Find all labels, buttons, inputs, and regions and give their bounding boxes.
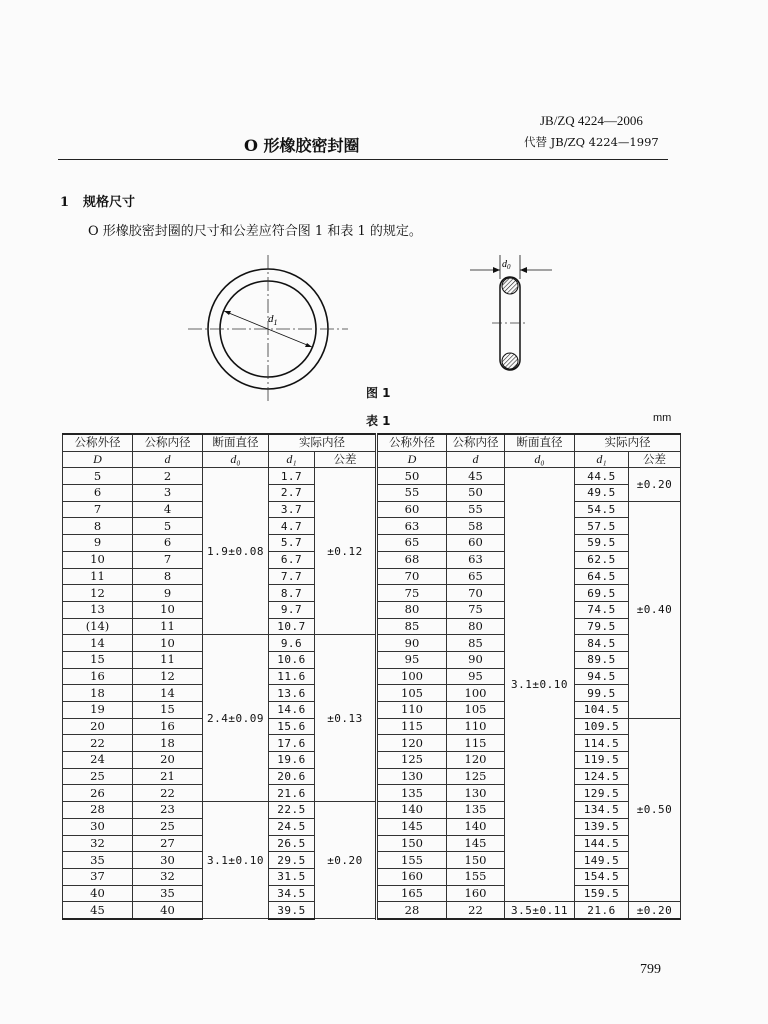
cell-actual-inner: 29.5 bbox=[269, 852, 315, 869]
cell-actual-inner-r: 64.5 bbox=[575, 568, 629, 585]
label-d1: $d_1$ bbox=[268, 313, 278, 327]
header-rule bbox=[58, 159, 668, 160]
cell-actual-inner-r: 21.6 bbox=[575, 902, 629, 919]
table-unit: mm bbox=[653, 412, 672, 424]
cell-tolerance-r: ±0.20 bbox=[629, 468, 681, 501]
cell-actual-inner: 31.5 bbox=[269, 868, 315, 885]
cell-outer-diameter: 28 bbox=[63, 802, 133, 819]
cell-inner-diameter-r: 120 bbox=[447, 752, 505, 769]
cell-inner-diameter: 21 bbox=[133, 768, 203, 785]
cell-inner-diameter: 10 bbox=[133, 635, 203, 652]
sym-D: D bbox=[63, 451, 133, 468]
cell-tolerance: ±0.12 bbox=[315, 468, 377, 635]
cell-inner-diameter-r: 65 bbox=[447, 568, 505, 585]
section-heading bbox=[60, 191, 149, 210]
cell-actual-inner-r: 62.5 bbox=[575, 551, 629, 568]
label-d0: $d_0$ bbox=[502, 259, 511, 271]
cell-section-diameter-r: 3.5±0.11 bbox=[505, 902, 575, 919]
cell-actual-inner-r: 124.5 bbox=[575, 768, 629, 785]
cell-actual-inner: 17.6 bbox=[269, 735, 315, 752]
cell-tolerance: ±0.13 bbox=[315, 635, 377, 802]
table-row bbox=[63, 802, 681, 819]
sym-d: d bbox=[133, 451, 203, 468]
sym-d-r: d bbox=[447, 451, 505, 468]
cell-inner-diameter-r: 145 bbox=[447, 835, 505, 852]
cell-outer-diameter-r: 68 bbox=[377, 551, 447, 568]
cell-inner-diameter: 15 bbox=[133, 702, 203, 719]
cell-actual-inner-r: 69.5 bbox=[575, 585, 629, 602]
cell-inner-diameter: 12 bbox=[133, 668, 203, 685]
cell-outer-diameter: 9 bbox=[63, 535, 133, 552]
cell-actual-inner: 20.6 bbox=[269, 768, 315, 785]
cell-actual-inner: 9.6 bbox=[269, 635, 315, 652]
cell-inner-diameter-r: 58 bbox=[447, 518, 505, 535]
cell-actual-inner: 1.7 bbox=[269, 468, 315, 485]
cell-inner-diameter: 30 bbox=[133, 852, 203, 869]
cell-outer-diameter: 18 bbox=[63, 685, 133, 702]
cell-actual-inner: 3.7 bbox=[269, 501, 315, 518]
cell-inner-diameter: 16 bbox=[133, 718, 203, 735]
cell-outer-diameter-r: 50 bbox=[377, 468, 447, 485]
cell-outer-diameter: 32 bbox=[63, 835, 133, 852]
cell-outer-diameter-r: 105 bbox=[377, 685, 447, 702]
cell-outer-diameter-r: 75 bbox=[377, 585, 447, 602]
col-tolerance: 公差 bbox=[315, 451, 377, 468]
ring-side-view bbox=[470, 255, 552, 370]
cell-tolerance-r: ±0.50 bbox=[629, 718, 681, 902]
cell-inner-diameter: 40 bbox=[133, 902, 203, 919]
cell-outer-diameter-r: 155 bbox=[377, 852, 447, 869]
cell-inner-diameter: 10 bbox=[133, 601, 203, 618]
cell-actual-inner: 11.6 bbox=[269, 668, 315, 685]
cell-outer-diameter-r: 165 bbox=[377, 885, 447, 902]
cell-inner-diameter-r: 130 bbox=[447, 785, 505, 802]
cell-outer-diameter-r: 85 bbox=[377, 618, 447, 635]
cell-inner-diameter: 32 bbox=[133, 868, 203, 885]
cell-actual-inner-r: 89.5 bbox=[575, 651, 629, 668]
cell-actual-inner: 4.7 bbox=[269, 518, 315, 535]
cell-outer-diameter: 15 bbox=[63, 651, 133, 668]
cell-outer-diameter: 30 bbox=[63, 818, 133, 835]
cell-inner-diameter-r: 105 bbox=[447, 702, 505, 719]
cell-inner-diameter-r: 50 bbox=[447, 485, 505, 502]
cell-inner-diameter: 27 bbox=[133, 835, 203, 852]
figure-caption: 图 1 bbox=[366, 386, 391, 400]
table-caption: 表 1 bbox=[366, 414, 391, 428]
cell-inner-diameter-r: 115 bbox=[447, 735, 505, 752]
cell-outer-diameter: 7 bbox=[63, 501, 133, 518]
cell-actual-inner-r: 54.5 bbox=[575, 501, 629, 518]
col-outer-diameter-r: 公称外径 bbox=[377, 434, 447, 451]
cell-inner-diameter-r: 155 bbox=[447, 868, 505, 885]
cell-tolerance-r: ±0.20 bbox=[629, 902, 681, 919]
cell-actual-inner: 26.5 bbox=[269, 835, 315, 852]
cell-actual-inner-r: 104.5 bbox=[575, 702, 629, 719]
section-title: 规格尺寸 bbox=[83, 195, 136, 210]
cell-outer-diameter-r: 110 bbox=[377, 702, 447, 719]
cell-inner-diameter: 4 bbox=[133, 501, 203, 518]
cell-outer-diameter-r: 150 bbox=[377, 835, 447, 852]
cell-actual-inner-r: 144.5 bbox=[575, 835, 629, 852]
cell-inner-diameter: 3 bbox=[133, 485, 203, 502]
cell-outer-diameter: 24 bbox=[63, 752, 133, 769]
cell-section-diameter: 1.9±0.08 bbox=[203, 468, 269, 635]
cell-outer-diameter-r: 28 bbox=[377, 902, 447, 919]
cell-inner-diameter-r: 140 bbox=[447, 818, 505, 835]
sym-d0: d₀ bbox=[203, 451, 269, 468]
cell-actual-inner-r: 74.5 bbox=[575, 601, 629, 618]
cell-outer-diameter: 35 bbox=[63, 852, 133, 869]
cell-actual-inner-r: 139.5 bbox=[575, 818, 629, 835]
cell-section-diameter: 3.1±0.10 bbox=[203, 802, 269, 919]
ring-front-view bbox=[188, 255, 348, 403]
cell-outer-diameter-r: 145 bbox=[377, 818, 447, 835]
cell-outer-diameter: 8 bbox=[63, 518, 133, 535]
col-tolerance-r: 公差 bbox=[629, 451, 681, 468]
cell-actual-inner-r: 57.5 bbox=[575, 518, 629, 535]
cell-outer-diameter: 10 bbox=[63, 551, 133, 568]
cell-outer-diameter-r: 140 bbox=[377, 802, 447, 819]
cell-inner-diameter-r: 22 bbox=[447, 902, 505, 919]
col-inner-diameter-r: 公称内径 bbox=[447, 434, 505, 451]
cell-actual-inner: 14.6 bbox=[269, 702, 315, 719]
cell-actual-inner: 10.7 bbox=[269, 618, 315, 635]
cell-actual-inner: 34.5 bbox=[269, 885, 315, 902]
cell-inner-diameter: 9 bbox=[133, 585, 203, 602]
cell-inner-diameter: 6 bbox=[133, 535, 203, 552]
cell-actual-inner: 6.7 bbox=[269, 551, 315, 568]
section-number: 1 bbox=[60, 195, 70, 210]
cell-outer-diameter-r: 63 bbox=[377, 518, 447, 535]
cell-tolerance: ±0.20 bbox=[315, 802, 377, 919]
standard-number: JB/ZQ 4224—2006 bbox=[540, 113, 643, 128]
col-section-diameter-r: 断面直径 bbox=[505, 434, 575, 451]
cell-inner-diameter: 18 bbox=[133, 735, 203, 752]
cell-inner-diameter: 11 bbox=[133, 618, 203, 635]
cell-actual-inner: 2.7 bbox=[269, 485, 315, 502]
size-table bbox=[62, 433, 681, 920]
sym-d1-r: d₁ bbox=[575, 451, 629, 468]
cell-outer-diameter: 37 bbox=[63, 868, 133, 885]
cell-inner-diameter-r: 135 bbox=[447, 802, 505, 819]
cell-outer-diameter-r: 60 bbox=[377, 501, 447, 518]
replaces-standard: 代替 JB/ZQ 4224—1997 bbox=[524, 135, 659, 149]
cell-inner-diameter: 23 bbox=[133, 802, 203, 819]
cell-actual-inner: 13.6 bbox=[269, 685, 315, 702]
cell-outer-diameter: 40 bbox=[63, 885, 133, 902]
cell-actual-inner-r: 149.5 bbox=[575, 852, 629, 869]
cell-outer-diameter-r: 120 bbox=[377, 735, 447, 752]
cell-outer-diameter: 16 bbox=[63, 668, 133, 685]
cell-actual-inner-r: 84.5 bbox=[575, 635, 629, 652]
cell-inner-diameter: 5 bbox=[133, 518, 203, 535]
table-body bbox=[63, 468, 681, 919]
cell-actual-inner: 22.5 bbox=[269, 802, 315, 819]
cell-outer-diameter-r: 90 bbox=[377, 635, 447, 652]
cell-inner-diameter-r: 150 bbox=[447, 852, 505, 869]
cell-actual-inner: 8.7 bbox=[269, 585, 315, 602]
cell-inner-diameter: 2 bbox=[133, 468, 203, 485]
cell-actual-inner-r: 94.5 bbox=[575, 668, 629, 685]
cell-outer-diameter-r: 125 bbox=[377, 752, 447, 769]
cell-outer-diameter: 11 bbox=[63, 568, 133, 585]
cell-inner-diameter-r: 90 bbox=[447, 651, 505, 668]
cell-inner-diameter-r: 63 bbox=[447, 551, 505, 568]
cell-inner-diameter-r: 160 bbox=[447, 885, 505, 902]
cell-outer-diameter: 14 bbox=[63, 635, 133, 652]
cell-outer-diameter: 26 bbox=[63, 785, 133, 802]
intro-paragraph: O 形橡胶密封圈的尺寸和公差应符合图 1 和表 1 的规定。 bbox=[88, 224, 422, 239]
table-row bbox=[63, 635, 681, 652]
col-inner-diameter: 公称内径 bbox=[133, 434, 203, 451]
sym-d1: d₁ bbox=[269, 451, 315, 468]
cell-outer-diameter: 20 bbox=[63, 718, 133, 735]
cell-outer-diameter: 45 bbox=[63, 902, 133, 919]
cell-inner-diameter: 14 bbox=[133, 685, 203, 702]
col-actual-inner-r: 实际内径 bbox=[575, 434, 681, 451]
cell-actual-inner: 19.6 bbox=[269, 752, 315, 769]
col-section-diameter: 断面直径 bbox=[203, 434, 269, 451]
o-ring-figure bbox=[180, 255, 570, 405]
cell-inner-diameter-r: 75 bbox=[447, 601, 505, 618]
cell-actual-inner: 5.7 bbox=[269, 535, 315, 552]
cell-actual-inner-r: 44.5 bbox=[575, 468, 629, 485]
cell-inner-diameter: 7 bbox=[133, 551, 203, 568]
cell-outer-diameter-r: 115 bbox=[377, 718, 447, 735]
sym-d0-r: d₀ bbox=[505, 451, 575, 468]
cell-actual-inner-r: 114.5 bbox=[575, 735, 629, 752]
cell-inner-diameter: 35 bbox=[133, 885, 203, 902]
cell-inner-diameter-r: 95 bbox=[447, 668, 505, 685]
cell-outer-diameter-r: 55 bbox=[377, 485, 447, 502]
cell-actual-inner-r: 109.5 bbox=[575, 718, 629, 735]
cell-inner-diameter-r: 60 bbox=[447, 535, 505, 552]
col-actual-inner: 实际内径 bbox=[269, 434, 377, 451]
cell-inner-diameter-r: 110 bbox=[447, 718, 505, 735]
cell-actual-inner-r: 79.5 bbox=[575, 618, 629, 635]
cell-inner-diameter-r: 55 bbox=[447, 501, 505, 518]
cell-inner-diameter: 22 bbox=[133, 785, 203, 802]
cell-outer-diameter: (14) bbox=[63, 618, 133, 635]
cell-inner-diameter: 11 bbox=[133, 651, 203, 668]
page-number: 799 bbox=[640, 962, 661, 977]
cell-inner-diameter-r: 80 bbox=[447, 618, 505, 635]
cell-actual-inner-r: 119.5 bbox=[575, 752, 629, 769]
cell-outer-diameter-r: 80 bbox=[377, 601, 447, 618]
cell-inner-diameter-r: 45 bbox=[447, 468, 505, 485]
cell-actual-inner-r: 99.5 bbox=[575, 685, 629, 702]
cell-outer-diameter: 6 bbox=[63, 485, 133, 502]
cell-outer-diameter: 13 bbox=[63, 601, 133, 618]
cell-outer-diameter-r: 130 bbox=[377, 768, 447, 785]
cell-outer-diameter: 12 bbox=[63, 585, 133, 602]
cell-actual-inner: 39.5 bbox=[269, 902, 315, 919]
cell-inner-diameter-r: 125 bbox=[447, 768, 505, 785]
cell-actual-inner: 10.6 bbox=[269, 651, 315, 668]
cell-actual-inner: 9.7 bbox=[269, 601, 315, 618]
cell-actual-inner: 15.6 bbox=[269, 718, 315, 735]
cell-actual-inner-r: 159.5 bbox=[575, 885, 629, 902]
cell-outer-diameter: 25 bbox=[63, 768, 133, 785]
cell-actual-inner-r: 134.5 bbox=[575, 802, 629, 819]
cell-outer-diameter-r: 160 bbox=[377, 868, 447, 885]
sym-D-r: D bbox=[377, 451, 447, 468]
cell-inner-diameter: 20 bbox=[133, 752, 203, 769]
cell-tolerance-r: ±0.40 bbox=[629, 501, 681, 718]
cell-inner-diameter-r: 70 bbox=[447, 585, 505, 602]
cell-actual-inner: 24.5 bbox=[269, 818, 315, 835]
cell-outer-diameter: 19 bbox=[63, 702, 133, 719]
cell-section-diameter-r: 3.1±0.10 bbox=[505, 468, 575, 902]
cell-outer-diameter-r: 65 bbox=[377, 535, 447, 552]
cell-outer-diameter-r: 70 bbox=[377, 568, 447, 585]
cell-inner-diameter: 25 bbox=[133, 818, 203, 835]
cell-actual-inner-r: 154.5 bbox=[575, 868, 629, 885]
cell-section-diameter: 2.4±0.09 bbox=[203, 635, 269, 802]
cell-inner-diameter-r: 85 bbox=[447, 635, 505, 652]
cell-actual-inner: 21.6 bbox=[269, 785, 315, 802]
cell-outer-diameter-r: 135 bbox=[377, 785, 447, 802]
cell-inner-diameter-r: 100 bbox=[447, 685, 505, 702]
cell-actual-inner-r: 129.5 bbox=[575, 785, 629, 802]
cell-outer-diameter: 5 bbox=[63, 468, 133, 485]
cell-actual-inner-r: 49.5 bbox=[575, 485, 629, 502]
cell-outer-diameter-r: 100 bbox=[377, 668, 447, 685]
document-title: O 形橡胶密封圈 bbox=[244, 136, 360, 155]
table-row bbox=[63, 468, 681, 485]
cell-outer-diameter: 22 bbox=[63, 735, 133, 752]
cell-actual-inner-r: 59.5 bbox=[575, 535, 629, 552]
cell-actual-inner: 7.7 bbox=[269, 568, 315, 585]
cell-outer-diameter-r: 95 bbox=[377, 651, 447, 668]
col-outer-diameter: 公称外径 bbox=[63, 434, 133, 451]
cell-inner-diameter: 8 bbox=[133, 568, 203, 585]
